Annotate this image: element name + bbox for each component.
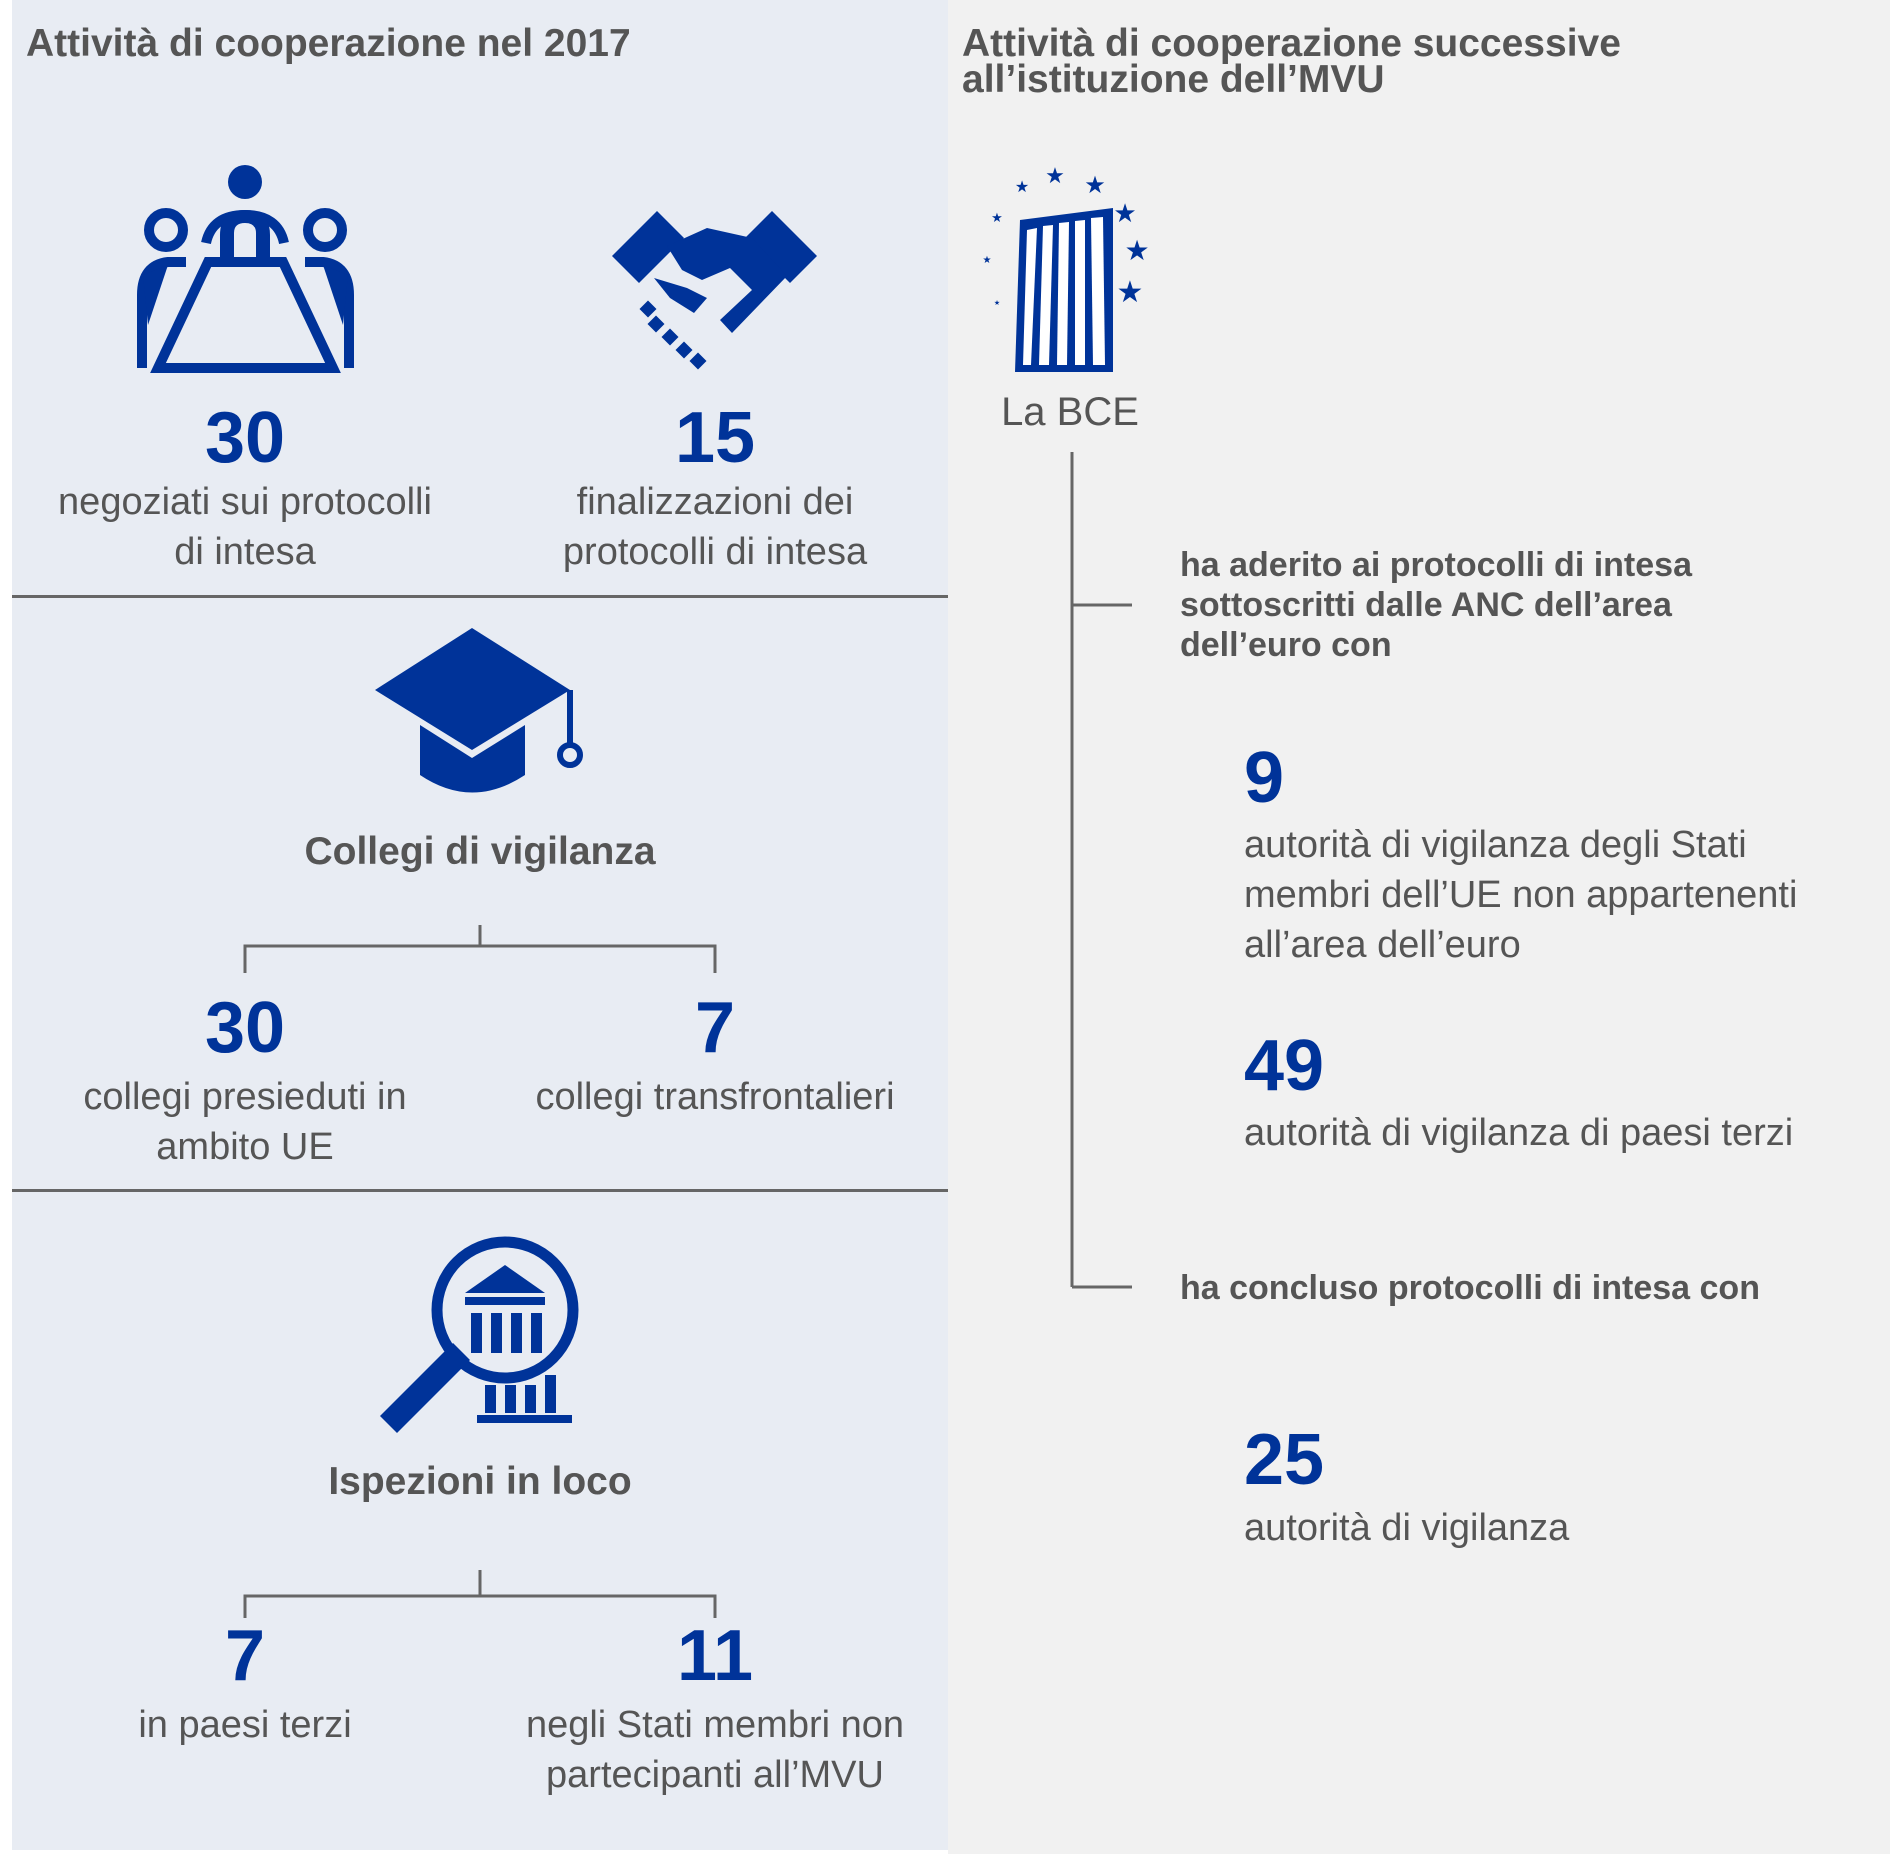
branch-adhered-text: ha aderito ai protocolli di intesa sottoscritti dalle ANC dell’area dell’euro con xyxy=(1180,546,1692,664)
magnifier-bank-icon xyxy=(375,1235,585,1440)
svg-text:★: ★ xyxy=(1124,234,1150,267)
ecb-building-stars-icon xyxy=(975,160,1175,375)
colleges-cross-border-label: collegi transfrontalieri xyxy=(535,1076,895,1118)
divider-2 xyxy=(12,1189,948,1192)
right-title: Attività di cooperazione successive all’istituzione dell’MVU xyxy=(962,22,1621,101)
inspections-third-countries-value: 7 xyxy=(224,1616,266,1696)
inspections-non-ssm-value: 11 xyxy=(676,1616,754,1696)
svg-text:★: ★ xyxy=(1084,171,1106,199)
left-title: Attività di cooperazione nel 2017 xyxy=(26,22,631,65)
colleges-title: Collegi di vigilanza xyxy=(304,830,656,873)
graduation-cap-icon xyxy=(375,625,585,815)
concluded-authorities-label: autorità di vigilanza xyxy=(1244,1507,1570,1549)
third-country-authorities-label: autorità di vigilanza di paesi terzi xyxy=(1244,1112,1794,1154)
ecb-tree-lines xyxy=(1070,452,1140,1292)
meeting-table-icon xyxy=(138,165,353,375)
mou-finalisations-label: finalizzazioni dei protocolli di intesa xyxy=(562,481,868,573)
divider-1 xyxy=(12,595,948,598)
non-euro-eu-authorities-label: autorità di vigilanza degli Stati membri dell’UE non appartenenti all’area dell’euro xyxy=(1244,824,1798,966)
svg-text:★: ★ xyxy=(1113,199,1137,229)
third-country-authorities-value: 49 xyxy=(1244,1026,1325,1106)
svg-text:★: ★ xyxy=(991,211,1003,226)
inspections-third-countries-label: in paesi terzi xyxy=(138,1704,352,1746)
colleges-eu-label: collegi presieduti in ambito UE xyxy=(83,1076,407,1168)
colleges-cross-border-value: 7 xyxy=(694,988,736,1068)
inspections-non-ssm-label: negli Stati membri non partecipanti all’MVU xyxy=(525,1704,905,1796)
mou-negotiations-label: negoziati sui protocolli di intesa xyxy=(58,481,432,573)
ecb-label: La BCE xyxy=(1001,390,1139,434)
svg-text:★: ★ xyxy=(1116,275,1144,310)
colleges-bracket xyxy=(240,925,720,975)
handshake-icon xyxy=(612,208,817,368)
inspections-bracket xyxy=(240,1570,720,1620)
svg-text:★: ★ xyxy=(1045,164,1065,189)
svg-text:★: ★ xyxy=(982,255,992,266)
inspections-title: Ispezioni in loco xyxy=(328,1460,632,1503)
non-euro-eu-authorities-value: 9 xyxy=(1244,738,1285,818)
concluded-authorities-value: 25 xyxy=(1244,1420,1325,1500)
branch-concluded-text: ha concluso protocolli di intesa con xyxy=(1180,1269,1760,1307)
mou-negotiations-value: 30 xyxy=(204,398,286,478)
svg-text:★: ★ xyxy=(993,299,1001,307)
mou-finalisations-value: 15 xyxy=(674,398,756,478)
colleges-eu-value: 30 xyxy=(204,988,286,1068)
svg-text:★: ★ xyxy=(1014,177,1030,196)
